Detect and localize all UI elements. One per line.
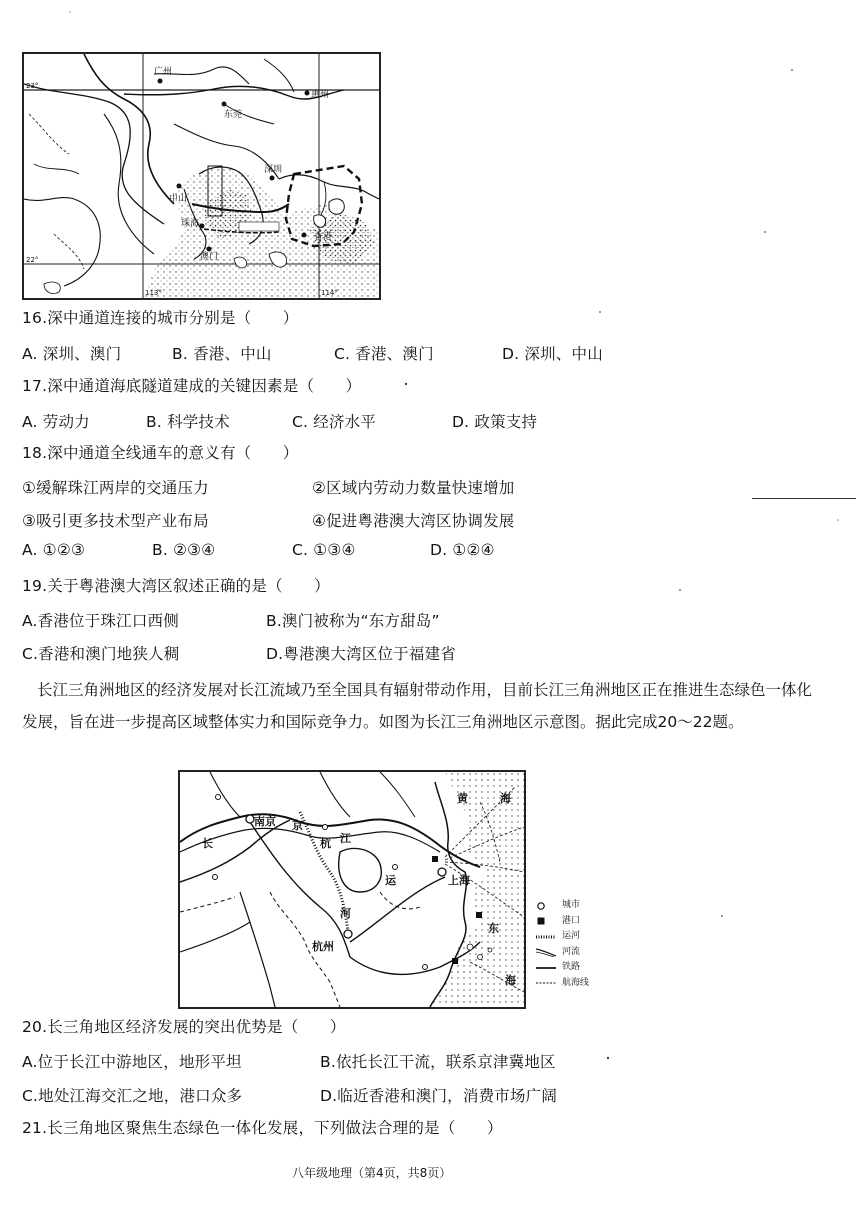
page-footer: 八年级地理（第4页，共8页） xyxy=(292,1166,452,1180)
shipping-line-symbol-icon xyxy=(536,978,556,988)
question-17-options xyxy=(22,410,822,432)
question-16-option-c[interactable]: C. 香港、澳门 xyxy=(334,345,434,363)
river-symbol-icon xyxy=(536,947,556,957)
question-18-statement-4: ④促进粤港澳大湾区协调发展 xyxy=(312,512,515,530)
legend-row-port xyxy=(536,914,626,930)
map2-label-chang: 长 xyxy=(202,837,213,850)
question-20-options-row2 xyxy=(22,1084,822,1106)
map1-lat-22: 22° xyxy=(26,256,39,264)
question-18-statement-2: ②区域内劳动力数量快速增加 xyxy=(312,479,515,497)
map1-lon-114: 114° xyxy=(321,289,338,297)
yangtze-delta-map xyxy=(178,770,526,1009)
map2-label-huang: 黄 xyxy=(457,792,468,805)
question-19-stem: 19.关于粤港澳大湾区叙述正确的是（ ） xyxy=(22,577,330,595)
question-19-option-d[interactable]: D.粤港澳大湾区位于福建省 xyxy=(266,645,456,663)
map1-label-hongkong: 香港 xyxy=(314,232,333,242)
question-18-statement-1: ①缓解珠江两岸的交通压力 xyxy=(22,479,209,497)
map1-label-macau: 澳门 xyxy=(200,252,219,262)
map2-label-he: 河 xyxy=(340,907,351,920)
map1-label-zhuhai: 珠海 xyxy=(181,219,200,229)
yangtze-delta-passage: 长江三角洲地区的经济发展对长江流域乃至全国具有辐射带动作用，目前长江三角洲地区正在推进生态绿色一体化发展，旨在进一步提高区域整体实力和国际竞争力。如图为长江三角洲地区示意图。据此完成20～22题。 xyxy=(22,681,813,731)
legend-row-canal xyxy=(536,929,626,945)
question-18-statements-row2 xyxy=(22,509,822,531)
question-17-option-a[interactable]: A. 劳动力 xyxy=(22,413,90,431)
question-20-stem: 20.长三角地区经济发展的突出优势是（ ） xyxy=(22,1018,346,1036)
legend-shipping-label: 航海线 xyxy=(562,977,590,988)
map1-label-guangzhou: 广州 xyxy=(154,67,173,77)
question-20-option-c[interactable]: C.地处江海交汇之地，港口众多 xyxy=(22,1087,243,1105)
map2-label-hai-east: 海 xyxy=(505,974,516,987)
legend-port-label: 港口 xyxy=(562,915,581,926)
map2-label-hai-north: 海 xyxy=(500,792,511,805)
port-symbol-icon xyxy=(536,916,556,926)
question-19-option-b[interactable]: B.澳门被称为“东方甜岛” xyxy=(266,612,440,630)
question-18-stem: 18.深中通道全线通车的意义有（ ） xyxy=(22,444,299,462)
map1-lat-23: 23° xyxy=(26,82,39,90)
map2-label-nanjing: 南京 xyxy=(254,815,276,828)
map2-label-hang: 杭 xyxy=(320,837,331,850)
question-18-option-a[interactable]: A. ①②③ xyxy=(22,541,86,559)
question-20-options-row1 xyxy=(22,1050,822,1072)
margin-rule xyxy=(752,498,856,499)
map1-label-zhongshan: 中山 xyxy=(169,194,188,204)
question-21-stem: 21.长三角地区聚焦生态绿色一体化发展，下列做法合理的是（ ） xyxy=(22,1119,503,1137)
question-20-option-a[interactable]: A.位于长江中游地区，地形平坦 xyxy=(22,1053,242,1071)
map1-lon-113: 113° xyxy=(145,289,162,297)
yangtze-map-legend xyxy=(536,898,626,991)
legend-row-shipping xyxy=(536,976,626,992)
map2-label-dong: 东 xyxy=(488,922,499,935)
question-19-options-row1 xyxy=(22,609,822,631)
question-19-option-c[interactable]: C.香港和澳门地狭人稠 xyxy=(22,645,180,663)
question-16-stem: 16.深中通道连接的城市分别是（ ） xyxy=(22,309,299,327)
question-17-option-b[interactable]: B. 科学技术 xyxy=(146,413,230,431)
question-18-options xyxy=(22,541,822,563)
legend-city-label: 城市 xyxy=(562,900,581,910)
legend-railway-label: 铁路 xyxy=(562,962,581,972)
question-16-options xyxy=(22,342,822,364)
question-18-statement-3: ③吸引更多技术型产业布局 xyxy=(22,512,209,530)
question-17-option-c[interactable]: C. 经济水平 xyxy=(292,413,377,431)
map1-label-shenzhen: 深圳 xyxy=(264,165,283,175)
map2-label-jing: 京 xyxy=(292,819,303,832)
question-16-option-d[interactable]: D. 深圳、中山 xyxy=(502,345,603,363)
question-16-option-b[interactable]: B. 香港、中山 xyxy=(172,345,272,363)
question-20-option-b[interactable]: B.依托长江干流，联系京津冀地区 xyxy=(320,1053,556,1071)
pearl-river-delta-map-svg xyxy=(24,54,379,298)
pearl-river-delta-map xyxy=(22,52,381,300)
map2-label-yun: 运 xyxy=(385,874,396,887)
railway-symbol-icon xyxy=(536,963,556,973)
question-19-option-a[interactable]: A.香港位于珠江口西侧 xyxy=(22,612,179,630)
question-18-option-d[interactable]: D. ①②④ xyxy=(430,541,495,559)
yangtze-delta-map-svg xyxy=(180,772,524,1007)
map2-label-shanghai: 上海 xyxy=(448,874,470,887)
map2-label-hangzhou: 杭州 xyxy=(312,940,334,953)
city-symbol-icon xyxy=(536,901,556,911)
map1-label-huizhou: 惠州 xyxy=(311,90,330,100)
question-18-option-b[interactable]: B. ②③④ xyxy=(152,541,216,559)
map1-label-dongguan: 东莞 xyxy=(224,110,243,120)
question-18-option-c[interactable]: C. ①③④ xyxy=(292,541,356,559)
map2-label-jiang: 江 xyxy=(340,832,351,845)
question-16-option-a[interactable]: A. 深圳、澳门 xyxy=(22,345,122,363)
legend-row-river xyxy=(536,945,626,961)
question-17-option-d[interactable]: D. 政策支持 xyxy=(452,413,538,431)
canal-symbol-icon xyxy=(536,932,556,942)
legend-row-railway xyxy=(536,960,626,976)
question-17-stem: 17.深中通道海底隧道建成的关键因素是（ ） xyxy=(22,377,362,395)
legend-row-city xyxy=(536,898,626,914)
legend-river-label: 河流 xyxy=(562,946,581,957)
legend-canal-label: 运河 xyxy=(562,931,581,941)
question-20-option-d[interactable]: D.临近香港和澳门，消费市场广阔 xyxy=(320,1087,558,1105)
question-18-statements-row1 xyxy=(22,476,822,498)
question-19-options-row2 xyxy=(22,642,822,664)
